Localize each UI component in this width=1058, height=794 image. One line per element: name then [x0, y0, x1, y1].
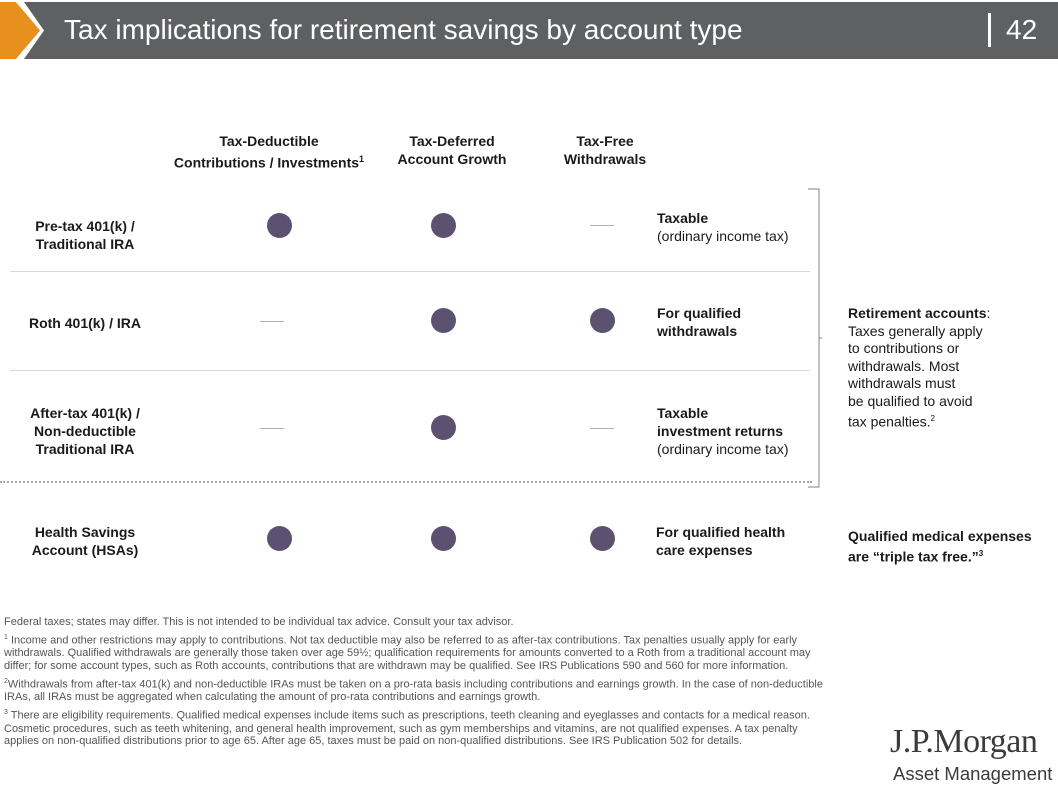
jpmorgan-logo: J.P.Morgan: [890, 723, 1038, 760]
column-header-tax-deductible: [171, 132, 367, 172]
row-label-line: Roth 401(k) / IRA: [28, 315, 141, 331]
note-line: For qualified health: [656, 524, 786, 540]
footnote-ref: 2: [930, 414, 935, 423]
row-label-line: Traditional IRA: [35, 441, 135, 457]
row-label-line: After-tax 401(k) /: [30, 405, 140, 421]
column-header-line1: Tax-Deductible: [219, 133, 319, 149]
row-label-pretax-401k: [10, 217, 160, 253]
note-line: (ordinary income tax): [657, 228, 789, 244]
bracket-icon: [808, 188, 822, 488]
row-label-line: Health Savings: [34, 524, 136, 540]
footnote-marker: 1: [4, 633, 8, 641]
footnote-1: [4, 632, 834, 673]
note-line: Taxable: [657, 405, 709, 421]
page-number: 42: [1006, 14, 1038, 45]
note-line: Taxable: [657, 210, 709, 226]
footnote-marker: 2: [4, 677, 8, 685]
check-dot-icon: [431, 526, 456, 551]
note-heading: Retirement accounts: [848, 305, 987, 321]
column-header-line1: Tax-Deferred: [409, 133, 495, 149]
column-header-line2: Withdrawals: [563, 151, 647, 167]
footnote-text: Withdrawals from after-tax 401(k) and non-deductible IRAs must be taken on a pro-rata basis including contributions and earnings growth. In the case of non-deductible IRAs, all IRAs must be aggregated when calculating the amount of pro-rata contributions and earnings growth.: [4, 678, 823, 704]
check-dot-icon: [590, 308, 615, 333]
row-note-aftertax: [657, 404, 789, 458]
note-line: care expenses: [656, 542, 753, 558]
dash-icon: [260, 428, 284, 429]
note-line: tax penalties.: [848, 413, 931, 430]
footnote-text: There are eligibility requirements. Qualified medical expenses include items such as prescriptions, teeth cleaning and eyeglasses and contacts for a medical reason. Cosmetic procedures, such as teeth whitening, and general health improvement, such as gym memberships and vitamins, are not qualified expenses. A tax penalty applies on non-qualified distributions prior to age 65. After age 65, taxes must be paid on non-qualified distributions. See IRS Publication 502 for details.: [4, 709, 810, 748]
row-divider: [10, 370, 810, 371]
column-header-tax-deferred: [384, 132, 520, 168]
check-dot-icon: [590, 526, 615, 551]
row-label-roth: [10, 314, 160, 332]
footnote-ref: 3: [978, 549, 984, 558]
note-line: withdrawals: [657, 323, 738, 339]
row-label-line: Pre-tax 401(k) /: [35, 218, 135, 234]
asset-management-logo-text: Asset Management: [893, 763, 1053, 784]
column-header-line1: Tax-Free: [576, 133, 634, 149]
page-title: Tax implications for retirement savings by account type: [64, 14, 743, 45]
note-line: Qualified medical expenses: [848, 528, 1032, 544]
check-dot-icon: [431, 213, 456, 238]
note-line: investment returns: [657, 423, 784, 439]
row-note-hsa: [656, 523, 785, 559]
row-divider: [10, 271, 810, 272]
row-note-pretax: [657, 209, 789, 245]
note-line: For qualified: [657, 305, 741, 321]
note-line: be qualified to avoid: [848, 392, 973, 409]
footnote-marker: 3: [4, 709, 8, 717]
column-header-line2: Contributions / Investments: [173, 154, 360, 171]
footnote-intro: Federal taxes; states may differ. This is not intended to be individual tax advice. Consult your tax advisor.: [4, 616, 514, 628]
note-line: are “triple tax free.”: [848, 548, 979, 565]
footnotes: [4, 616, 834, 751]
footnote-text: Income and other restrictions may apply to contributions. Not tax deductible may also be referred to as after-tax contributions. Tax penalties usually apply for early withdrawals. Qualified withdrawals are generally those taken over age 59½; qualification requirements for amounts converted to a Roth from a traditional account may differ; for some account types, such as Roth accounts, contributions that are withdrawn may be qualified. See IRS Publications 590 and 560 for more information.: [4, 634, 811, 673]
footnote-2: [4, 676, 834, 704]
note-colon: :: [986, 305, 991, 321]
row-label-line: Traditional IRA: [35, 236, 135, 252]
note-line: withdrawals. Most: [848, 357, 960, 374]
dash-icon: [590, 428, 614, 429]
note-line: withdrawals must: [848, 375, 956, 391]
footnote-3: [4, 707, 834, 748]
check-dot-icon: [267, 213, 292, 238]
row-label-line: Non-deductible: [34, 423, 136, 439]
check-dot-icon: [431, 308, 456, 333]
note-line: Taxes generally apply: [848, 322, 983, 339]
column-header-line2: Account Growth: [397, 151, 507, 167]
row-note-roth: [657, 304, 741, 340]
retirement-accounts-note: [848, 305, 990, 431]
hsa-note: [848, 527, 1032, 566]
note-line: (ordinary income tax): [657, 441, 789, 457]
dash-icon: [590, 225, 614, 226]
slide-header: [0, 0, 1058, 62]
check-dot-icon: [267, 526, 292, 551]
row-label-aftertax-401k: [10, 404, 160, 458]
chevron-right-icon: [0, 2, 44, 59]
footnote-ref: 1: [359, 154, 365, 164]
row-label-line: Account (HSAs): [31, 542, 139, 558]
page-number-divider: [988, 13, 991, 47]
row-label-hsa: [10, 523, 160, 559]
dash-icon: [260, 321, 284, 322]
check-dot-icon: [431, 415, 456, 440]
note-line: to contributions or: [848, 340, 960, 356]
column-header-tax-free: [545, 132, 665, 168]
dotted-divider: [0, 481, 812, 483]
